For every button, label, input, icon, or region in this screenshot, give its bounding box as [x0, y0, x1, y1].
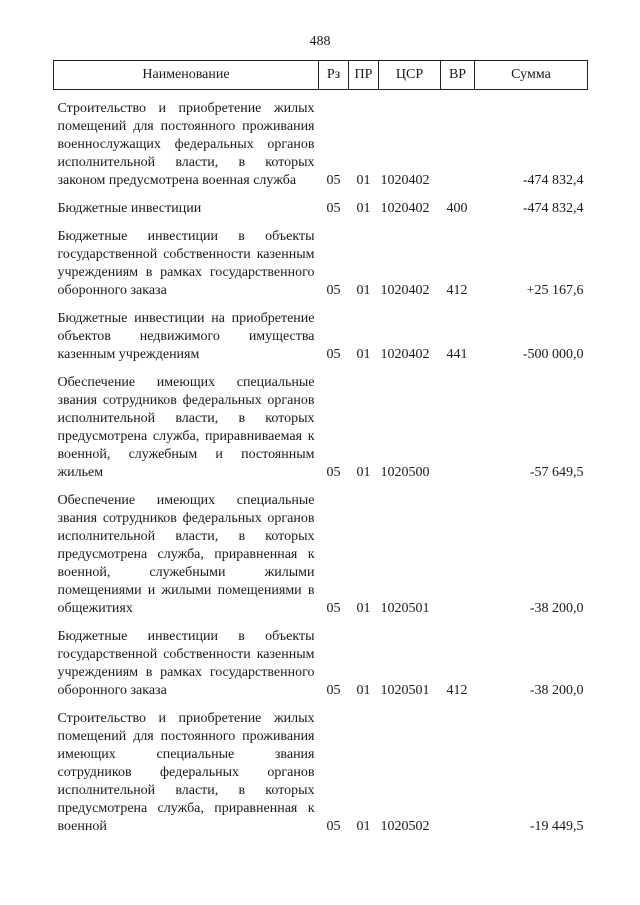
budget-table [53, 60, 588, 836]
row-pr: 01 [356, 283, 371, 298]
row-rz: 05 [326, 819, 341, 834]
row-sum: -474 832,4 [522, 173, 584, 188]
table-body [54, 90, 588, 837]
row-sum: -38 200,0 [529, 601, 584, 616]
row-rz: 05 [326, 683, 341, 698]
table-row [54, 628, 588, 700]
row-csr: 1020501 [380, 683, 430, 698]
row-vr: 441 [446, 347, 468, 362]
table-header [54, 61, 588, 90]
column-header-vr: ВР [441, 61, 475, 90]
column-header-sum: Сумма [475, 61, 588, 90]
row-sum: -38 200,0 [529, 683, 584, 698]
row-vr [441, 492, 475, 618]
row-sum: -57 649,5 [529, 465, 584, 480]
row-pr: 01 [356, 347, 371, 362]
table-row [54, 228, 588, 300]
row-vr: 400 [446, 201, 468, 216]
table-row [54, 100, 588, 190]
row-name: Бюджетные инвестиции в объекты государственной собственности казенным учреждениям в рамках государственного оборонного заказа [57, 629, 315, 698]
row-sum: -474 832,4 [522, 201, 584, 216]
row-sum: -500 000,0 [522, 347, 584, 362]
row-name: Строительство и приобретение жилых помещений для постоянного проживания военнослужащих федеральных органов исполнительной власти, в которых законом предусмотрена военная служба [57, 101, 315, 188]
row-sum: -19 449,5 [529, 819, 584, 834]
row-vr [441, 374, 475, 482]
row-pr: 01 [356, 819, 371, 834]
row-vr [441, 100, 475, 190]
row-name: Бюджетные инвестиции на приобретение объектов недвижимого имущества казенным учреждениям [57, 311, 315, 362]
row-csr: 1020501 [380, 601, 430, 616]
row-vr: 412 [446, 683, 468, 698]
row-pr: 01 [356, 465, 371, 480]
table-row [54, 374, 588, 482]
row-vr [441, 710, 475, 836]
row-rz: 05 [326, 601, 341, 616]
row-name: Бюджетные инвестиции [57, 201, 202, 216]
row-pr: 01 [356, 601, 371, 616]
row-name: Бюджетные инвестиции в объекты государственной собственности казенным учреждениям в рамках государственного оборонного заказа [57, 229, 315, 298]
row-csr: 1020402 [380, 201, 430, 216]
table-row [54, 492, 588, 618]
row-csr: 1020402 [380, 173, 430, 188]
column-header-csr: ЦСР [379, 61, 441, 90]
row-pr: 01 [356, 173, 371, 188]
column-header-pr: ПР [349, 61, 379, 90]
row-csr: 1020402 [380, 283, 430, 298]
column-header-name: Наименование [54, 61, 319, 90]
page-number: 488 [309, 34, 331, 49]
row-name: Строительство и приобретение жилых помещений для постоянного проживания имеющих специальные звания сотрудников федеральных органов исполнительной власти, в которых предусмотрена служба, приравненная к военной [57, 711, 315, 834]
row-rz: 05 [326, 173, 341, 188]
row-rz: 05 [326, 347, 341, 362]
row-pr: 01 [356, 201, 371, 216]
row-vr: 412 [446, 283, 468, 298]
row-csr: 1020402 [380, 347, 430, 362]
row-csr: 1020502 [380, 819, 430, 834]
row-csr: 1020500 [380, 465, 430, 480]
row-pr: 01 [356, 683, 371, 698]
table-row [54, 310, 588, 364]
row-name: Обеспечение имеющих специальные звания сотрудников федеральных органов исполнительной власти, в которых предусмотрена служба, приравниваемая к военной, служебным и постоянным жильем [57, 375, 315, 480]
table-row [54, 710, 588, 836]
row-rz: 05 [326, 465, 341, 480]
column-header-rz: Рз [319, 61, 349, 90]
row-name: Обеспечение имеющих специальные звания сотрудников федеральных органов исполнительной власти, в которых предусмотрена служба, приравненная к военной, служебными жилыми помещениями и жилыми помещениями в общежитиях [57, 493, 315, 616]
row-rz: 05 [326, 201, 341, 216]
row-rz: 05 [326, 283, 341, 298]
row-sum: +25 167,6 [526, 283, 584, 298]
table-row [54, 200, 588, 218]
